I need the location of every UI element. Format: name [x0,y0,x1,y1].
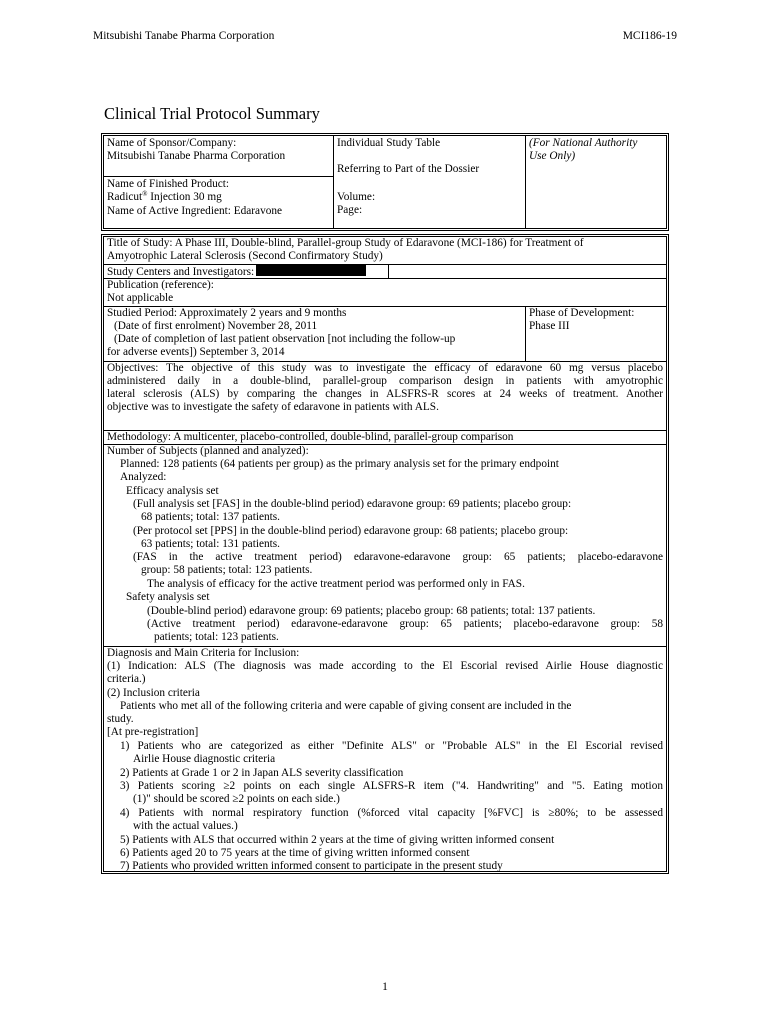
objectives-line-2: administered daily in a double-blind, parallel-group comparison design in patients with amyotrophic [107,375,663,387]
authority-line-1: (For National Authority [529,137,638,149]
study-centers-label: Study Centers and Investigators: [107,266,255,278]
subjects-line: (Full analysis set [FAS] in the double-blind period) edaravone group: 69 patients; placebo group: [133,498,572,510]
criteria-item: 6) Patients aged 20 to 75 years at the time of giving written informed consent [120,847,470,859]
publication-value: Not applicable [107,292,174,304]
diagnosis-line: (1) Indication: ALS (The diagnosis was made according to the El Escorial revised Airlie House diagnostic [107,660,663,672]
publication-label: Publication (reference): [107,279,214,291]
diagnosis-line: (2) Inclusion criteria [107,687,200,699]
sponsor-label: Name of Sponsor/Company: [107,137,237,149]
period-line-3: (Date of completion of last patient observation [not including the follow-up [114,333,456,345]
criteria-item: 7) Patients who provided written informed consent to participate in the present study [120,860,503,872]
period-line-4: for adverse events]) September 3, 2014 [107,346,285,358]
sponsor-cell [104,137,288,164]
study-table-label: Individual Study Table [337,137,441,149]
redacted-block [256,265,366,276]
subjects-line: group: 58 patients; total: 123 patients. [141,564,313,576]
active-ingredient: Name of Active Ingredient: Edaravone [107,204,283,217]
header-company: Mitsubishi Tanabe Pharma Corporation [93,30,275,42]
study-table [101,234,669,874]
subjects-line: Safety analysis set [126,591,210,603]
divider [104,176,333,177]
criteria-item: (1)" should be scored ≥2 points on each side.) [133,793,340,805]
sponsor-value: Mitsubishi Tanabe Pharma Corporation [107,150,286,163]
criteria-item: 2) Patients at Grade 1 or 2 in Japan ALS severity classification [120,767,404,779]
authority-cell [526,137,640,164]
product-label: Name of Finished Product: [107,178,230,190]
criteria-item: 1) Patients who are categorized as either "Definite ALS" or "Probable ALS" in the El Escorial revised [120,740,663,752]
product-name: Radicut [107,191,143,204]
subjects-line: patients; total: 123 patients. [154,631,279,643]
criteria-item: 4) Patients with normal respiratory function (%forced vital capacity [%FVC] is ≥80%; to be assessed [120,807,663,819]
study-table-cell [334,137,482,217]
subjects-line: Number of Subjects (planned and analyzed): [107,445,309,457]
diagnosis-line: Diagnosis and Main Criteria for Inclusion: [107,647,300,659]
subjects-line: (Per protocol set [PPS] in the double-blind period) edaravone group: 68 patients; placebo group: [133,525,569,537]
subjects-line: (Double-blind period) edaravone group: 69 patients; placebo group: 68 patients; total: 137 patients. [147,605,596,617]
study-centers [107,265,663,279]
subjects-line: Efficacy analysis set [126,485,219,497]
period-line-2: (Date of first enrolment) November 28, 2011 [114,320,318,332]
study-title-line-1: Title of Study: A Phase III, Double-blind, Parallel-group Study of Edaravone (MCI-186) for Treatment of [107,237,584,249]
page-number: 1 [382,981,388,993]
subjects-line: (FAS in the active treatment period) edaravone-edaravone group: 65 patients; placebo-edaravone [133,551,663,563]
subjects-line: 68 patients; total: 137 patients. [141,511,280,523]
phase-label: Phase of Development: [529,307,635,319]
page-label: Page: [337,203,363,216]
subjects-line: (Active treatment period) edaravone-edaravone group: 65 patients; placebo-edaravone group: 58 [147,618,663,630]
registered-mark: ® [142,190,148,199]
subjects-line: The analysis of efficacy for the active treatment period was performed only in FAS. [147,578,525,590]
product-cell [104,178,285,218]
page-title: Clinical Trial Protocol Summary [104,104,320,123]
phase-value: Phase III [529,320,570,332]
period-line-1: Studied Period: Approximately 2 years and 9 months [107,307,347,319]
diagnosis-line: study. [107,713,134,725]
volume-label: Volume: [337,190,376,203]
header-doc-id: MCI186-19 [622,30,677,42]
objectives-line-1: Objectives: The objective of this study was to investigate the efficacy of edaravone 60 mg versus placebo [107,362,663,374]
criteria-item: 3) Patients scoring ≥2 points on each single ALSFRS-R item ("4. Handwriting" and "5. Eating motion [120,780,663,792]
methodology: Methodology: A multicenter, placebo-controlled, double-blind, parallel-group comparison [107,431,514,443]
referring-label: Referring to Part of the Dossier [337,163,480,176]
criteria-item: Airlie House diagnostic criteria [133,753,276,765]
subjects-line: Analyzed: [120,471,167,483]
criteria-item: with the actual values.) [133,820,238,832]
subjects-line: Planned: 128 patients (64 patients per group) as the primary analysis set for the primary endpoint [120,458,559,470]
objectives-line-3: lateral sclerosis (ALS) by comparing the changes in ALSFRS-R scores at 24 weeks of treatment. Another [107,388,663,400]
product-dose: Injection 30 mg [147,191,222,204]
diagnosis-line: Patients who met all of the following criteria and were capable of giving consent are included in the [120,700,572,712]
authority-line-2: Use Only) [529,150,576,163]
study-title-line-2: Amyotrophic Lateral Sclerosis (Second Confirmatory Study) [107,250,383,262]
diagnosis-line: [At pre-registration] [107,726,199,738]
summary-table [101,133,669,231]
subjects-line: 63 patients; total: 131 patients. [141,538,280,550]
objectives-line-4: objective was to investigate the safety of edaravone in patients with ALS. [107,401,439,413]
criteria-item: 5) Patients with ALS that occurred within 2 years at the time of giving written informed consent [120,834,555,846]
diagnosis-line: criteria.) [107,673,146,685]
product-value [107,191,282,204]
